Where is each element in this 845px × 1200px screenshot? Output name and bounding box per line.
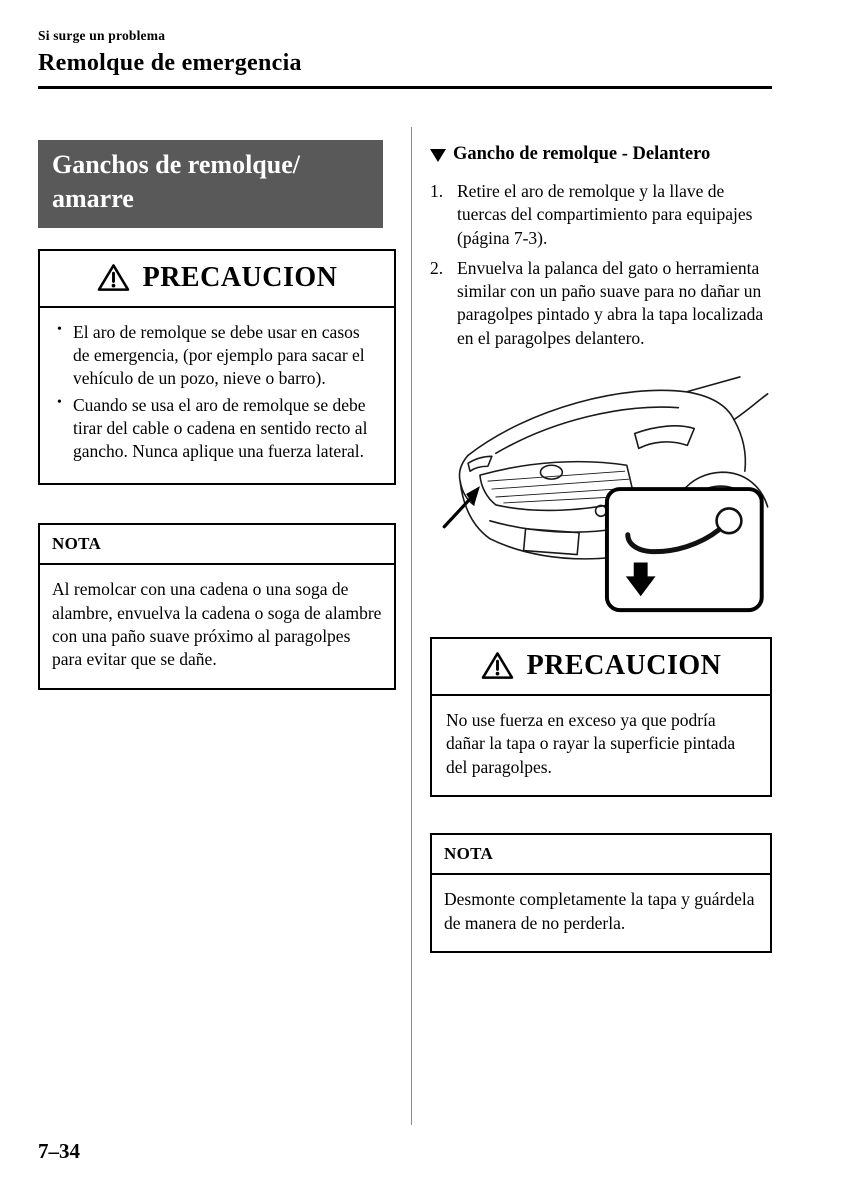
- step-text: Retire el aro de remolque y la llave de tuercas del compartimiento para equipajes (página 7-3).: [457, 181, 753, 248]
- precaution-content: [40, 308, 394, 484]
- precaution-box: [38, 249, 396, 486]
- page-title: Remolque de emergencia: [38, 50, 302, 76]
- warning-triangle-icon: [97, 263, 130, 292]
- note-title: NOTA: [432, 835, 770, 875]
- step-text: Envuelva la palanca del gato o herramienta similar con un paño suave para no dañar un paragolpes pintado y abra la tapa localizada en el paragolpes delantero.: [457, 257, 764, 348]
- left-column: [38, 140, 396, 690]
- warning-triangle-icon: [481, 651, 514, 680]
- step-number: 2.: [430, 257, 444, 278]
- precaution-title: PRECAUCION: [526, 649, 722, 681]
- subsection-heading: [430, 144, 772, 165]
- note-body: Al remolcar con una cadena o una soga de alambre, envuelva la cadena o soga de alambre con una paño suave próximo al paragolpes para evitar que se dañe.: [52, 579, 382, 670]
- precaution-header: [432, 639, 770, 696]
- car-front-illustration: [430, 370, 770, 623]
- note-box: [430, 833, 772, 953]
- precaution-bullet: • El aro de remolque se debe usar en casos de emergencia, (por ejemplo para sacar el vehículo de un pozo, nieve o barro).: [54, 321, 380, 390]
- precaution-content: [432, 696, 770, 795]
- header-rule: [38, 86, 772, 89]
- column-divider: [411, 127, 412, 1125]
- precaution-box: [430, 637, 772, 797]
- section-banner: [38, 140, 383, 228]
- step-list: [430, 180, 772, 350]
- right-column: [430, 140, 772, 953]
- step-item: [430, 180, 772, 250]
- precaution-header: [40, 251, 394, 308]
- section-kicker: Si surge un problema: [38, 28, 166, 43]
- note-box: [38, 523, 396, 690]
- precaution-body: No use fuerza en exceso ya que podría dañar la tapa o rayar la superficie pintada del paragolpes.: [446, 709, 736, 777]
- note-title: NOTA: [40, 525, 394, 565]
- precaution-title: PRECAUCION: [142, 261, 338, 293]
- step-number: 1.: [430, 181, 444, 201]
- tow-hook-inset: [607, 489, 762, 610]
- page-header: [38, 28, 772, 89]
- precaution-bullet-list: [54, 321, 380, 464]
- precaution-bullet: • Cuando se usa el aro de remolque se debe tirar del cable o cadena en sentido recto al gancho. Nunca aplique una fuerza lateral.: [54, 394, 380, 463]
- banner-line: amarre: [52, 183, 134, 213]
- page-number: 7–34: [38, 1139, 80, 1163]
- illustration-container: [430, 370, 772, 623]
- banner-line: Ganchos de remolque/: [52, 150, 300, 179]
- step-item: [430, 257, 772, 350]
- subsection-heading-label: Gancho de remolque - Delantero: [453, 144, 711, 164]
- note-body: Desmonte completamente la tapa y guárdela de manera de no perderla.: [444, 889, 755, 933]
- triangle-down-icon: [430, 149, 446, 162]
